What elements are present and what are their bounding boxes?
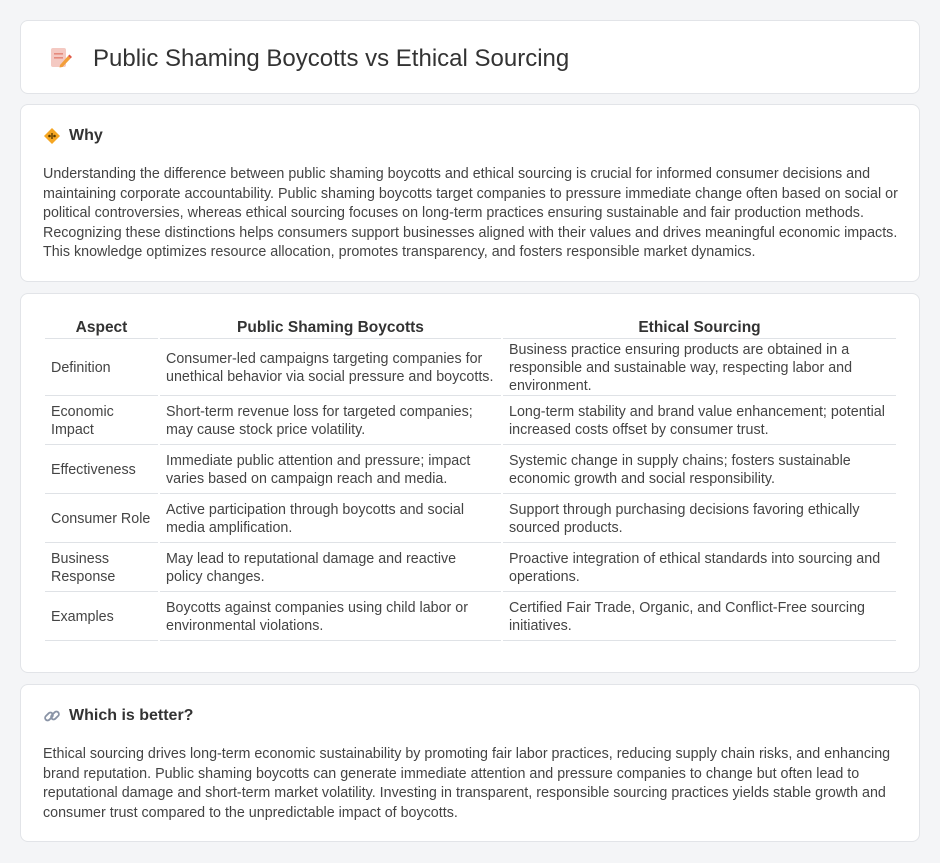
cell-ethical: Support through purchasing decisions favoring ethically sourced products. [503, 496, 896, 543]
table-row [45, 447, 896, 494]
header-card [20, 20, 920, 94]
link-icon [43, 707, 61, 725]
cell-ethical: Proactive integration of ethical standards into sourcing and operations. [503, 545, 896, 592]
cell-aspect: Business Response [45, 545, 158, 592]
cell-boycotts: Active participation through boycotts and social media amplification. [160, 496, 501, 543]
cell-aspect: Definition [45, 341, 158, 396]
table-row [45, 341, 896, 396]
why-heading [43, 127, 103, 145]
which-is-better-section [20, 684, 920, 842]
header-boycotts: Public Shaming Boycotts [160, 318, 501, 339]
cell-aspect: Economic Impact [45, 398, 158, 445]
table-header-row [45, 318, 896, 339]
cell-ethical: Systemic change in supply chains; fosters sustainable economic growth and social responsibility. [503, 447, 896, 494]
cell-boycotts: May lead to reputational damage and reactive policy changes. [160, 545, 501, 592]
better-text: Ethical sourcing drives long-term economic sustainability by promoting fair labor practices, reducing supply chain risks, and enhancing brand reputation. Public shaming boycotts can generate immediate attention and pressure companies to change but often lead to reputational damage and short-term market volatility. Investing in transparent, responsible sourcing practices yields stable growth and consumer trust compared to the unpredictable impact of boycotts. [43, 746, 891, 821]
table-row [45, 594, 896, 641]
header-ethical: Ethical Sourcing [503, 318, 896, 339]
cell-boycotts: Immediate public attention and pressure; impact varies based on campaign reach and media. [160, 447, 501, 494]
comparison-table [43, 316, 898, 643]
diamond-sign-icon [43, 127, 61, 145]
better-title: Which is better? [69, 707, 194, 724]
comparison-table-card [20, 293, 920, 673]
why-title: Why [69, 127, 103, 144]
table-row [45, 545, 896, 592]
document-pencil-icon [47, 45, 73, 71]
table-row [45, 398, 896, 445]
cell-aspect: Effectiveness [45, 447, 158, 494]
cell-boycotts: Short-term revenue loss for targeted companies; may cause stock price volatility. [160, 398, 501, 445]
cell-aspect: Examples [45, 594, 158, 641]
cell-ethical: Certified Fair Trade, Organic, and Conflict-Free sourcing initiatives. [503, 594, 896, 641]
table-row [45, 496, 896, 543]
cell-boycotts: Boycotts against companies using child labor or environmental violations. [160, 594, 501, 641]
cell-ethical: Business practice ensuring products are obtained in a responsible and sustainable way, respecting labor and environment. [503, 341, 896, 396]
cell-aspect: Consumer Role [45, 496, 158, 543]
header-aspect: Aspect [45, 318, 158, 339]
page-title: Public Shaming Boycotts vs Ethical Sourcing [93, 45, 570, 72]
cell-ethical: Long-term stability and brand value enhancement; potential increased costs offset by consumer trust. [503, 398, 896, 445]
why-text: Understanding the difference between public shaming boycotts and ethical sourcing is crucial for informed consumer decisions and maintaining corporate accountability. Public shaming boycotts target companies to pressure immediate change often based on social or political controversies, whereas ethical sourcing focuses on long-term practices ensuring sustainable and fair production methods. Recognizing these distinctions helps consumers support businesses aligned with their values and drives meaningful economic impacts. This knowledge optimizes resource allocation, promotes transparency, and fosters responsible market dynamics. [43, 166, 898, 261]
why-section [20, 104, 920, 282]
cell-boycotts: Consumer-led campaigns targeting companies for unethical behavior via social pressure and boycotts. [160, 341, 501, 396]
better-heading [43, 707, 193, 725]
